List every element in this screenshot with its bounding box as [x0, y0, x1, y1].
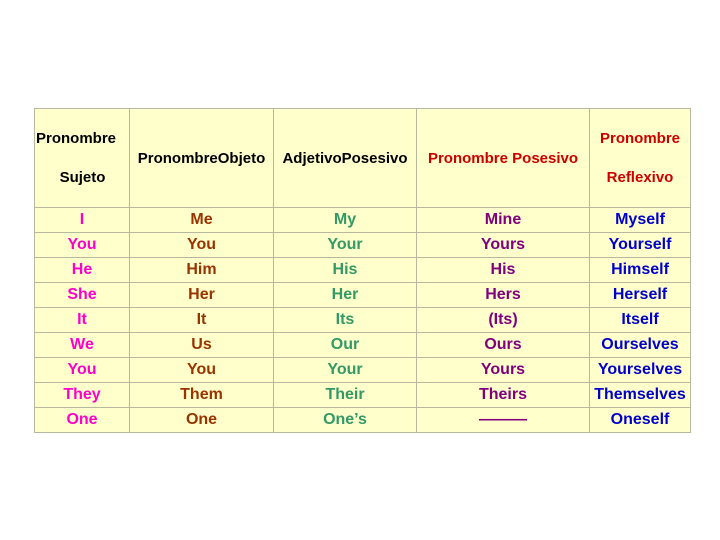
pronoun-table [34, 108, 691, 433]
cell-objeto: Us [130, 333, 274, 358]
cell-adjetivo: My [274, 208, 417, 233]
cell-adjetivo: Your [274, 358, 417, 383]
cell-posesivo: Mine [417, 208, 590, 233]
table-row [35, 233, 691, 258]
cell-sujeto: One [35, 408, 130, 433]
table-row [35, 283, 691, 308]
cell-objeto: You [130, 358, 274, 383]
cell-posesivo: (Its) [417, 308, 590, 333]
cell-adjetivo: Its [274, 308, 417, 333]
cell-sujeto: It [35, 308, 130, 333]
cell-posesivo: His [417, 258, 590, 283]
table-row [35, 208, 691, 233]
table-row [35, 333, 691, 358]
cell-adjetivo: Our [274, 333, 417, 358]
cell-reflexivo: Yourself [590, 233, 691, 258]
header-objeto-label: PronombreObjeto [137, 149, 266, 167]
cell-objeto: One [130, 408, 274, 433]
cell-objeto: Her [130, 283, 274, 308]
header-adjetivo [274, 109, 417, 208]
cell-objeto: Him [130, 258, 274, 283]
header-reflexivo [590, 109, 691, 208]
cell-adjetivo: One’s [274, 408, 417, 433]
cell-posesivo: Yours [417, 233, 590, 258]
cell-reflexivo: Themselves [590, 383, 691, 408]
cell-posesivo: Ours [417, 333, 590, 358]
cell-posesivo: ——— [417, 408, 590, 433]
cell-objeto: It [130, 308, 274, 333]
cell-sujeto: She [35, 283, 130, 308]
cell-adjetivo: Your [274, 233, 417, 258]
cell-objeto: You [130, 233, 274, 258]
cell-reflexivo: Ourselves [590, 333, 691, 358]
header-row [35, 109, 691, 208]
table-row [35, 358, 691, 383]
header-sujeto-line2: Sujeto [59, 169, 106, 186]
header-objeto [130, 109, 274, 208]
cell-sujeto: They [35, 383, 130, 408]
cell-posesivo: Yours [417, 358, 590, 383]
cell-reflexivo: Herself [590, 283, 691, 308]
table-row [35, 308, 691, 333]
header-reflexivo-line1: Pronombre [599, 130, 680, 147]
cell-reflexivo: Himself [590, 258, 691, 283]
cell-sujeto: He [35, 258, 130, 283]
cell-posesivo: Hers [417, 283, 590, 308]
cell-reflexivo: Oneself [590, 408, 691, 433]
cell-sujeto: You [35, 233, 130, 258]
cell-sujeto: You [35, 358, 130, 383]
cell-adjetivo: Their [274, 383, 417, 408]
cell-adjetivo: His [274, 258, 417, 283]
cell-objeto: Me [130, 208, 274, 233]
table-row [35, 383, 691, 408]
header-sujeto [35, 109, 130, 208]
cell-reflexivo: Myself [590, 208, 691, 233]
cell-sujeto: We [35, 333, 130, 358]
cell-sujeto: I [35, 208, 130, 233]
cell-posesivo: Theirs [417, 383, 590, 408]
table-row [35, 408, 691, 433]
table-row [35, 258, 691, 283]
header-posesivo [417, 109, 590, 208]
cell-adjetivo: Her [274, 283, 417, 308]
cell-reflexivo: Itself [590, 308, 691, 333]
cell-objeto: Them [130, 383, 274, 408]
header-sujeto-line1: Pronombre [36, 130, 117, 147]
header-reflexivo-line2: Reflexivo [606, 169, 674, 186]
cell-reflexivo: Yourselves [590, 358, 691, 383]
header-posesivo-label: Pronombre Posesivo [427, 149, 579, 167]
header-adjetivo-label: AdjetivoPosesivo [282, 149, 408, 167]
